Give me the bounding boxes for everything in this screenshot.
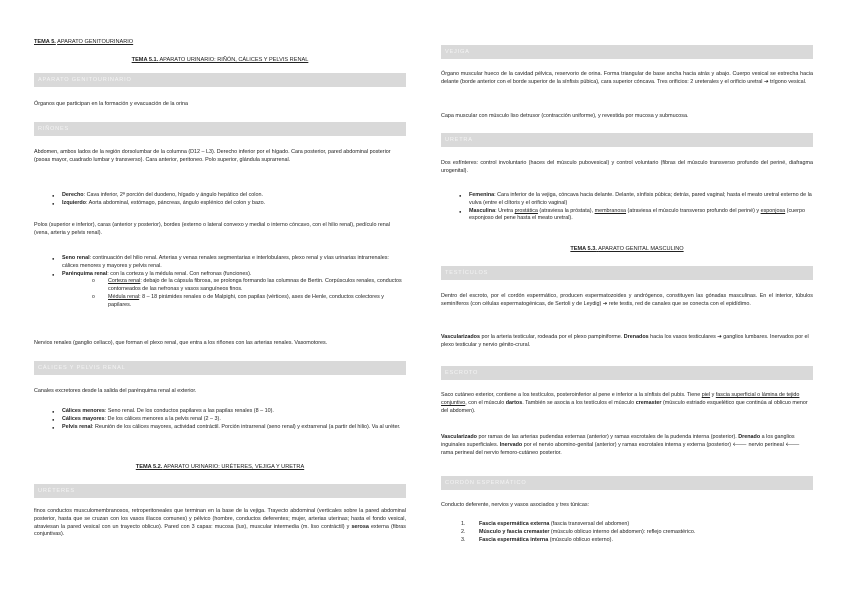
list-item: ● Masculina: Uretra prostática (atraviesa la próstata), membranosa (atraviesa el músculo transverso profundo del periné) y esponjosa (cuerpo esponjoso del pene hasta el meato uretral). xyxy=(441,208,813,224)
section-title-text: APARATO GENITAL MASCULINO xyxy=(598,246,684,252)
band-calices: CÁLICES Y PELVIS RENAL xyxy=(34,361,406,375)
cordon-paragraph: Conducto deferente, nervios y vasos asociados y tres túnicas: xyxy=(441,502,590,508)
band-testiculos: TESTÍCULOS xyxy=(441,266,813,280)
section-title-5-2 xyxy=(34,463,406,471)
list-item: ● Pelvis renal: Reunión de los cálices mayores, actividad contráctil. Porción intrarrenal (seno renal) y extrarrenal (a partir del hilio). Va al uréter. xyxy=(34,424,406,432)
list-item: ● Seno renal: continuación del hilio renal. Arterias y venas renales segmentarias e interlobulares, plexo renal y vías urinarias intrarrenales: cálices menores y mayores y pelvis renal. xyxy=(34,255,406,271)
section-number: TEMA 5.3. xyxy=(570,246,597,252)
section-number: TEMA 5.1. xyxy=(131,57,159,63)
list-item: ● Cálices menores: Seno renal. De los conductos papilares a las papilas renales (8 – 10). xyxy=(34,408,406,416)
section-title-5-1 xyxy=(34,56,406,64)
band-cordon-espermatico: CORDÓN ESPERMÁTICO xyxy=(441,476,813,490)
calices-paragraph: Canales excretores desde la salida del parénquima renal al exterior. xyxy=(34,388,197,394)
rinones-list-1 xyxy=(34,192,406,208)
list-item: ● Derecho: Cava inferior, 2ª porción del duodeno, hígado y ángulo hepático del colon. xyxy=(34,192,406,200)
list-item: 1. Fascia espermática externa (fascia transversal del abdomen) xyxy=(461,521,630,527)
escroto-paragraph-2: Vascularizado por ramas de las arterias pudendas externas (anterior) y ramas escrotales de la pudenda interna (posterior). Drenado a los ganglios inguinales superficiales. Inervado por el nervio abomino-genital (anterior) y ramas escrotales interna y externa (posterior) 🡐 nervio perineal 🡐 rama perineal del nervio femoro-cutáneo posterior. xyxy=(441,434,800,456)
band-uretra: URETRA xyxy=(441,133,813,147)
band-rinones: RIÑONES xyxy=(34,122,406,136)
list-item: ● Parénquima renal: con la corteza y la médula renal. Con nefronas (funciones). xyxy=(34,271,406,279)
band-escroto: ESCROTO xyxy=(441,366,813,380)
rinones-paragraph-1: Abdomen, ambos lados de la región dorsolumbar de la columna (D12 – L3). Derecho inferior por el hígado. Cara posterior, pared abdominal posterior (psoas mayor, cuadrado lumbar y transverso). Cara anterior, peritoneo. Polo superior, glándula suprarrenal. xyxy=(34,149,391,163)
header-label: TEMA 5. xyxy=(34,39,56,45)
testiculos-paragraph-1: Dentro del escroto, por el cordón espermático, producen espermatozoides y andrógenos, constituyen las gónadas masculinas. En el interior, túbulos seminíferos (con células espermatogénicas, de Sertoli y de Leydig) ➔ rete testis, red de canales que se conecta con el epidídimo. xyxy=(441,293,813,307)
section-title-text: APARATO URINARIO: URÉTERES, VEJIGA Y URETRA xyxy=(163,464,305,470)
list-subitem: o Corteza renal: debajo de la cápsula fibrosa, se prolonga formando las columnas de Bertin. Corpúsculos renales, conductos contorneados de las nefronas y vasos sanguíneos finos. xyxy=(34,278,406,294)
rinones-paragraph-2: Polos (superior e inferior), caras (anterior y posterior), bordes (externo o lateral convexo y medial o interno cóncavo, con el hilio renal), pedículo renal (vena, arteria y pelvis renal). xyxy=(34,222,390,236)
section-title-5-3 xyxy=(441,245,813,253)
ureteres-paragraph: finos conductos musculomembranosos, retroperitoneales que terminan en la base de la vejiga. Trayecto abdominal (verticales sobre la pared abdominal posterior, hasta que se cruzan con los vasos ilíacos comunes) y pélvico (hombre, conductos deferentes; mujer, arterias uterinas; hasta el fondo vesical, atraviesan la pared vesical con un trayecto oblicuo). Pared con 3 capas: mucosa (lux), muscular intermedia (m. liso contráctil) y serosa externa (fibras conjuntivas). xyxy=(34,508,406,538)
header-title: APARATO GENITOURINARIO xyxy=(57,39,134,45)
uretra-list xyxy=(441,192,813,223)
band-aparato-genitourinario: APARATO GENITOURINARIO xyxy=(34,73,406,87)
apg-text: Órganos que participan en la formación y evacuación de la orina xyxy=(34,101,189,107)
vejiga-paragraph-2: Capa muscular con músculo liso detrusor (contracción uniforme), y revestida por mucosa y submucosa. xyxy=(441,113,689,119)
uretra-paragraph: Dos esfínteres: control involuntario (haces del músculo pubovesical) y control voluntario (fibras del músculo transverso profundo del periné, diafragma urogenital). xyxy=(441,160,813,174)
list-item: 2. Músculo y fascia cremaster (músculo oblicuo interno del abdomen): reflejo cremastérico. xyxy=(461,528,696,535)
list-item: ● Femenina: Cara inferior de la vejiga, cóncava hacia delante. Delante, sínfisis púbica; detrás, pared vaginal; hasta el meato uretral externo de la vulva (entre el clítoris y el orificio vaginal) xyxy=(441,192,813,208)
document-header xyxy=(34,38,133,46)
testiculos-paragraph-2: Vascularizados por la arteria testicular, rodeada por el plexo pampiniforme. Drenados hacia los vasos testiculares ➔ ganglios lumbares. Inervados por el plexo testicular y nervio génito-crural. xyxy=(441,334,809,348)
cordon-list xyxy=(441,521,813,544)
escroto-paragraph-1: Saco cutáneo exterior, contiene a los testículos, posteroinferior al pene e inferior a la sínfisis del pubis. Tiene piel y fascia superficial o lámina de tejido conjuntivo, con el músculo dartos. También se asocia a los testículos el músculo cremaster (músculo estriado esquelético que continúa al oblicuo menor del abdomen). xyxy=(441,392,808,414)
rinones-list-2 xyxy=(34,255,406,310)
list-item: ● Cálices mayores: De los cálices menores a la pelvis renal (2 – 3). xyxy=(34,416,406,424)
rinones-paragraph-3: Nervios renales (ganglio celíaco), que forman el plexo renal, que entra a los riñones con las arterias renales. Vasomotores. xyxy=(34,340,328,346)
band-ureteres: URÉTERES xyxy=(34,484,406,498)
list-subitem: o Médula renal: 8 – 18 pirámides renales o de Malpighi, con papilas (vértices), ases de Henle, conductos colectores y papilares. xyxy=(34,294,406,310)
list-item: 3. Fascia espermática interna (músculo oblicuo externo). xyxy=(461,536,613,543)
band-vejiga: VEJIGA xyxy=(441,45,813,59)
section-number: TEMA 5.2. xyxy=(135,464,163,470)
vejiga-paragraph-1: Órgano muscular hueco de la cavidad pélvica, reservorio de orina. Forma triangular de base ancha hacia atrás y abajo. Cuerpo vesical se estrecha hacia delante (borde anterior con el borde superior de la sínfisis púbica), cara superior cóncava. Tres orificios: 2 ureterales y el orificio uretral ➔ trígono vesical. xyxy=(441,71,813,85)
list-item: ● Izquierdo: Aorta abdominal, estómago, páncreas, ángulo esplénico del colon y bazo. xyxy=(34,200,406,208)
section-title-text: APARATO URINARIO: RIÑÓN, CÁLICES Y PELVIS RENAL xyxy=(159,57,309,63)
calices-list xyxy=(34,408,406,431)
